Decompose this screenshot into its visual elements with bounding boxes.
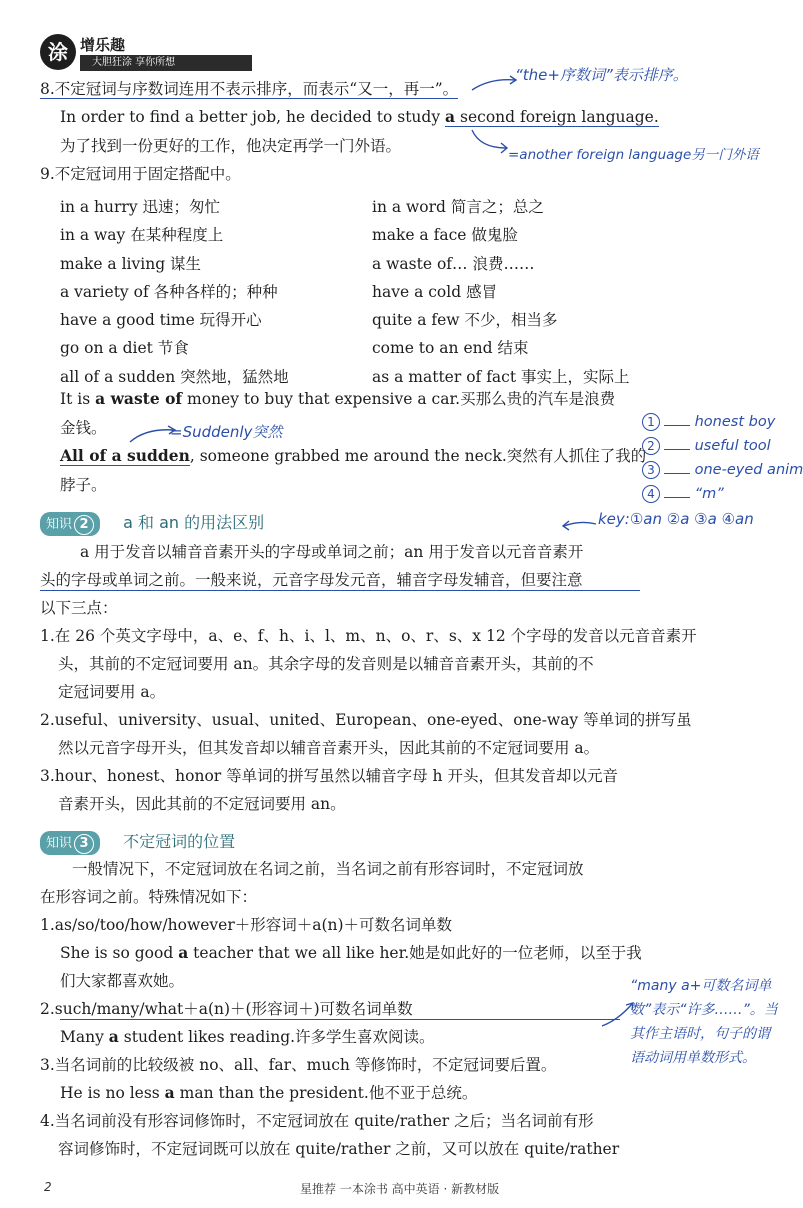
- knowledge-2-title: a 和 an 的用法区别: [123, 513, 265, 532]
- k2-item: 定冠词要用 a。: [58, 683, 166, 701]
- quiz-number: 1: [642, 413, 660, 431]
- k2-item: 2.useful、university、usual、united、European、one-eyed、one-way 等单词的拼写虽: [40, 711, 692, 729]
- underline: [60, 1019, 620, 1020]
- arrow-icon: [560, 510, 600, 532]
- k2-para-line: 以下三点：: [40, 599, 118, 617]
- quiz-list: [642, 410, 803, 506]
- quiz-number: 4: [642, 485, 660, 503]
- k3-para-line: 一般情况下，不定冠词放在名词之前，当名词之前有形容词时，不定冠词放: [72, 860, 584, 878]
- sec8-example-cn: 为了找到一份更好的工作，他决定再学一门外语。: [60, 137, 402, 155]
- quiz-item: 4 “m”: [642, 482, 803, 506]
- quiz-key: key:①an ②a ③a ④an: [598, 510, 754, 528]
- quiz-number: 3: [642, 461, 660, 479]
- arrow-icon: [470, 128, 510, 156]
- k2-para-line: 头的字母或单词之前。一般来说，元音字母发元音，辅音字母发辅音，但要注意: [40, 571, 583, 589]
- k2-para-line: a 用于发音以辅音音素开头的字母或单词之前；an 用于发音以元音音素开: [80, 543, 584, 561]
- k3-rule: 容词修饰时，不定冠词既可以放在 quite/rather 之前，又可以放在 quite/rather: [58, 1140, 620, 1158]
- arrow-icon: [470, 72, 518, 94]
- k3-rule: 2.such/many/what＋a(n)＋(形容词＋)可数名词单数: [40, 1000, 413, 1018]
- brand-logo: 涂: [40, 34, 76, 70]
- note-another: =another foreign language另一门外语: [508, 147, 759, 163]
- note-many-a: “many a+可数名词单 数”表示“许多……”。当 其作主语时，句子的谓 语动词用单数形式。: [630, 978, 778, 1066]
- sec9-example2-end: 脖子。: [60, 476, 107, 494]
- phrase-item: come to an end 结束: [372, 339, 529, 358]
- sec9-example2: All of a sudden, someone grabbed me around the neck.突然有人抓住了我的: [60, 446, 647, 465]
- sec9-example1-end: 金钱。: [60, 419, 107, 437]
- phrase-item: have a cold 感冒: [372, 282, 498, 301]
- phrase-item: make a living 谋生: [60, 254, 202, 273]
- k3-rule: 1.as/so/too/how/however＋形容词＋a(n)＋可数名词单数: [40, 916, 453, 934]
- k3-example: Many a student likes reading.许多学生喜欢阅读。: [60, 1027, 435, 1046]
- knowledge-3-header: [40, 829, 235, 855]
- phrase-list-right: [372, 193, 630, 391]
- phrase-item: in a word 简言之；总之: [372, 198, 544, 216]
- phrase-item: a variety of 各种各样的；种种: [60, 282, 278, 301]
- knowledge-tag: 知识 2: [40, 512, 100, 536]
- page-number: 2: [44, 1180, 52, 1194]
- k3-example: 们大家都喜欢她。: [60, 972, 185, 990]
- k2-item: 1.在 26 个英文字母中，a、e、f、h、i、l、m、n、o、r、s、x 12 个字母的发音以元音音素开: [40, 627, 697, 645]
- phrase-item: as a matter of fact 事实上，实际上: [372, 367, 630, 386]
- knowledge-3-title: 不定冠词的位置: [123, 832, 236, 851]
- knowledge-tag: 知识 3: [40, 831, 100, 855]
- phrase-item: make a face 做鬼脸: [372, 226, 518, 245]
- k3-example: He is no less a man than the president.他不亚于总统。: [60, 1083, 478, 1102]
- sec9-example1: It is a waste of money to buy that expensive a car.买那么贵的汽车是浪费: [60, 389, 616, 408]
- brand-name: 增乐趣: [80, 36, 126, 54]
- phrase-item: quite a few 不少，相当多: [372, 311, 558, 330]
- k3-example: She is so good a teacher that we all like her.她是如此好的一位老师，以至于我: [60, 943, 642, 962]
- phrase-list-left: [60, 193, 289, 391]
- note-suddenly: =Suddenly突然: [170, 423, 283, 441]
- phrase-item: a waste of… 浪费……: [372, 254, 535, 273]
- k2-item: 然以元音字母开头，但其发音却以辅音音素开头，因此其前的不定冠词要用 a。: [58, 739, 600, 757]
- phrase-item: have a good time 玩得开心: [60, 311, 262, 330]
- k3-rule: 3.当名词前的比较级被 no、all、far、much 等修饰时，不定冠词要后置。: [40, 1056, 557, 1074]
- footer-text: 星推荐 一本涂书 高中英语 · 新教材版: [300, 1182, 500, 1196]
- sec8-example-en: In order to find a better job, he decided to study a second foreign language.: [60, 107, 659, 126]
- k3-para-line: 在形容词之前。特殊情况如下：: [40, 888, 258, 906]
- sec9-title: 9.不定冠词用于固定搭配中。: [40, 165, 241, 183]
- note-the-ordinal: “the+序数词”表示排序。: [515, 66, 688, 84]
- phrase-item: in a way 在某种程度上: [60, 226, 224, 245]
- brand-slogan: 大胆狂涂 享你所想: [80, 55, 252, 71]
- quiz-item: 2 useful tool: [642, 434, 803, 458]
- k2-item: 头，其前的不定冠词要用 an。其余字母的发音则是以辅音音素开头，其前的不: [58, 655, 594, 673]
- phrase-item: go on a diet 节食: [60, 339, 189, 358]
- underline: [40, 590, 640, 591]
- quiz-number: 2: [642, 437, 660, 455]
- k3-rule: 4.当名词前没有形容词修饰时，不定冠词放在 quite/rather 之后；当名词前有形: [40, 1112, 594, 1130]
- k2-item: 3.hour、honest、honor 等单词的拼写虽然以辅音字母 h 开头，但其发音却以元音: [40, 767, 618, 785]
- phrase-item: in a hurry 迅速；匆忙: [60, 198, 221, 216]
- knowledge-2-header: [40, 510, 264, 536]
- quiz-item: 1 honest boy: [642, 410, 803, 434]
- quiz-item: 3 one-eyed anim: [642, 458, 803, 482]
- k2-item: 音素开头，因此其前的不定冠词要用 an。: [58, 795, 346, 813]
- sec8-title: 8.不定冠词与序数词连用不表示排序，而表示“又一，再一”。: [40, 80, 459, 98]
- phrase-item: all of a sudden 突然地，猛然地: [60, 367, 289, 386]
